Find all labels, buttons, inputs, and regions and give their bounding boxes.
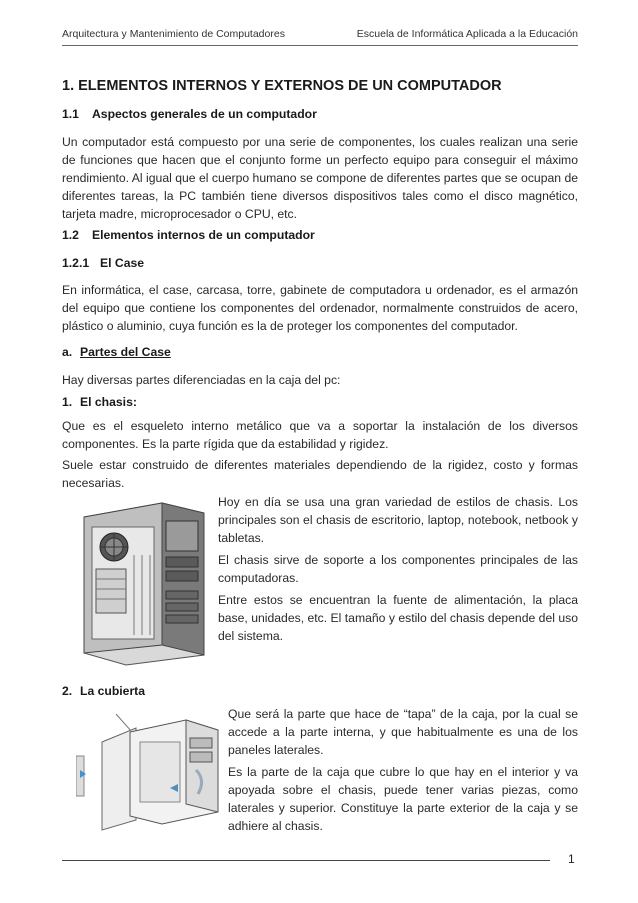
list-marker: a. [62, 345, 73, 359]
partes-case-heading [62, 345, 171, 359]
chasis-text-block [218, 493, 578, 649]
paragraph-partes: Hay diversas partes diferenciadas en la caja del pc: [62, 373, 341, 387]
subsection-number: 1.2.1 [62, 256, 90, 270]
chasis-heading [62, 395, 137, 409]
cubierta-heading [62, 684, 145, 698]
paragraph-aspectos: Un computador está compuesto por una serie de componentes, los cuales realizan una serie de funciones que hacen que el conjunto forme un perfecto equipo para conseguir el máximo rendimiento. Al igual que el cuerpo humano se compone de diferentes partes que se ocupan de diferentes tareas, la PC también tiene diversos dispositivos tales como el disco magnético, tarjeta madre, microprocesador o CPU, etc. [62, 135, 578, 221]
footer-divider [62, 860, 550, 861]
cubierta-text-block [228, 705, 578, 839]
subsection-1-2-heading [62, 228, 315, 242]
chasis-paragraph: Hoy en día se usa una gran variedad de estilos de chasis. Los principales son el chasis de escritorio, laptop, notebook, netbook y tabletas. [218, 495, 578, 545]
subsection-title: Aspectos generales de un computador [92, 107, 317, 121]
header-left: Arquitectura y Mantenimiento de Computadores [62, 28, 285, 40]
paragraph-chasis-1: Que es el esqueleto interno metálico que va a soportar la instalación de los diversos componentes. Es la parte rígida que da estabilidad y rigidez. [62, 419, 578, 451]
computer-chassis-illustration [76, 495, 208, 667]
list-marker: 1. [62, 395, 73, 409]
header-right: Escuela de Informática Aplicada a la Educación [356, 28, 578, 40]
paragraph-chasis-2: Suele estar construido de diferentes materiales dependiendo de la rigidez, costo y formas necesarias. [62, 458, 578, 490]
header-divider [62, 45, 578, 46]
cubierta-paragraph: Es la parte de la caja que cubre lo que hay en el interior y va apoyada sobre el chasis, puede tener varias piezas, como laterales y superior. Constituye la parte exterior de la caja y se adhiere al chasis. [228, 765, 578, 833]
subsection-1-1-heading [62, 107, 317, 121]
subsection-title: El Case [100, 256, 145, 270]
chasis-paragraph: Entre estos se encuentran la fuente de alimentación, la placa base, unidades, etc. El tamaño y estilo del chasis depende del uso del sistema. [218, 593, 578, 643]
subsection-title: Elementos internos de un computador [92, 228, 315, 242]
chasis-title: El chasis: [80, 395, 137, 409]
chasis-image [76, 495, 208, 667]
cubierta-title: La cubierta [80, 684, 146, 698]
subsection-1-2-1-heading [62, 256, 144, 270]
section-title: 1. ELEMENTOS INTERNOS Y EXTERNOS DE UN COMPUTADOR [62, 78, 502, 94]
list-marker: 2. [62, 684, 73, 698]
chasis-paragraph: El chasis sirve de soporte a los componentes principales de las computadoras. [218, 553, 578, 585]
paragraph-case: En informática, el case, carcasa, torre, gabinete de computadora u ordenador, es el armazón del equipo que contiene los componentes del ordenador, normalmente construidos de acero, plástico o aluminio, cuya función es la de proteger los componentes del computador. [62, 283, 578, 333]
subsection-number: 1.1 [62, 107, 79, 121]
cubierta-paragraph: Que será la parte que hace de “tapa” de la caja, por la cual se accede a la parte interna, y que habitualmente es una de los paneles laterales. [228, 707, 578, 757]
cubierta-image [76, 712, 222, 832]
partes-case-title: Partes del Case [80, 345, 171, 359]
subsection-number: 1.2 [62, 228, 79, 242]
page-number: 1 [568, 852, 575, 866]
case-cover-illustration [76, 712, 222, 832]
